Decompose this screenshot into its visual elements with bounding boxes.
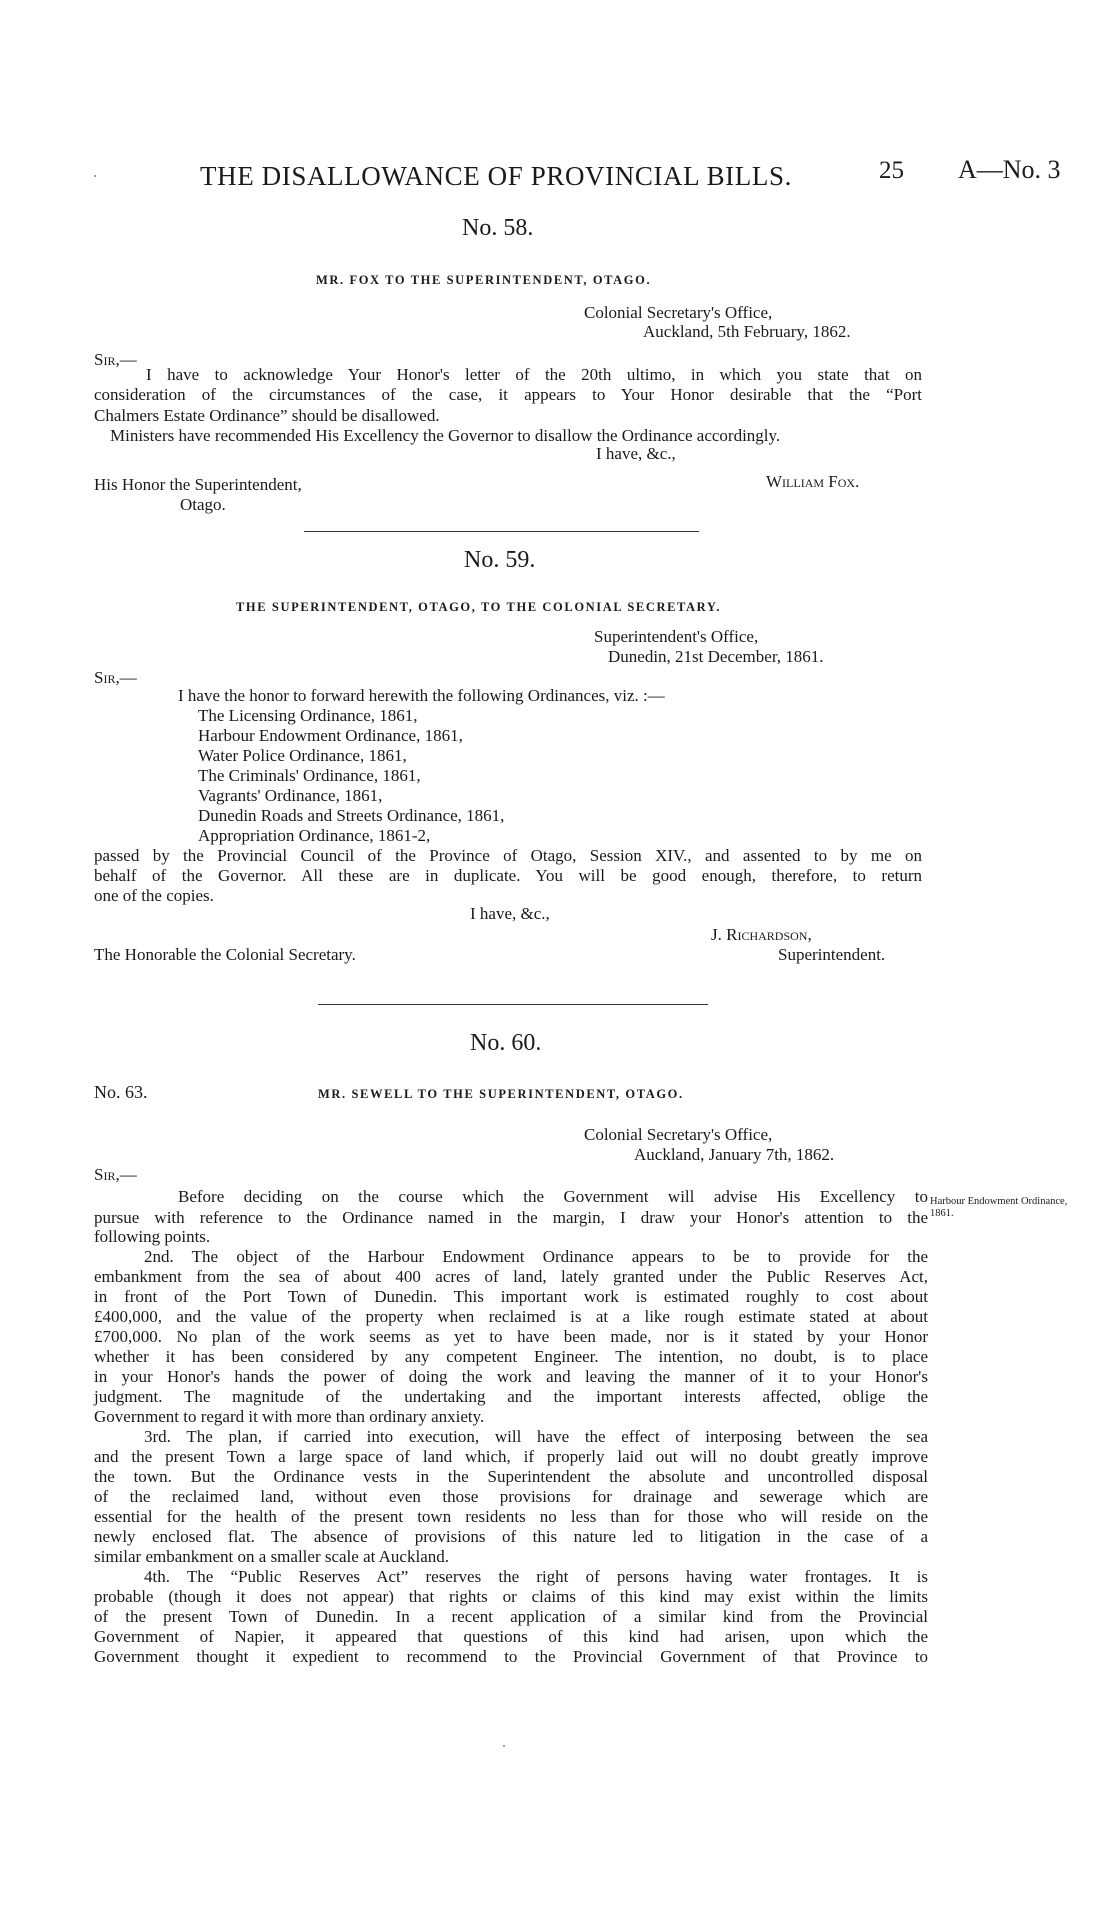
running-header-title: THE DISALLOWANCE OF PROVINCIAL BILLS. — [200, 161, 792, 191]
section-divider — [318, 1004, 708, 1005]
ordinance-list-item: Vagrants' Ordinance, 1861, — [198, 786, 383, 805]
ordinance-list-item: The Criminals' Ordinance, 1861, — [198, 766, 421, 785]
letter-heading: THE SUPERINTENDENT, OTAGO, TO THE COLONIAL SECRETARY. — [236, 600, 722, 614]
body-line: embankment from the sea of about 400 acres of land, lately granted under the Public Reserves Act, — [94, 1267, 928, 1286]
closing: I have, &c., — [470, 904, 550, 923]
stray-mark — [503, 1745, 505, 1747]
body-line: whether it has been considered by any competent Engineer. The intention, no doubt, is to place — [94, 1347, 928, 1366]
body-line: Ministers have recommended His Excellency the Governor to disallow the Ordinance accordingly. — [110, 426, 781, 445]
letter-number: No. 58. — [462, 215, 534, 241]
body-line: consideration of the circumstances of the case, it appears to Your Honor desirable that the “Port — [94, 385, 922, 404]
body-line: Government of Napier, it appeared that questions of this kind had arisen, upon which the — [94, 1627, 928, 1646]
body-line: behalf of the Governor. All these are in duplicate. You will be good enough, therefore, to return — [94, 866, 922, 885]
body-line: following points. — [94, 1227, 211, 1246]
ordinance-list-item: Harbour Endowment Ordinance, 1861, — [198, 726, 463, 745]
body-line: similar embankment on a smaller scale at Auckland. — [94, 1547, 449, 1566]
body-line: Government thought it expedient to recommend to the Provincial Government of that Province to — [94, 1647, 928, 1666]
body-line: judgment. The magnitude of the undertaking and the important interests affected, oblige the — [94, 1387, 928, 1406]
sender-address-line: Auckland, January 7th, 1862. — [634, 1145, 835, 1164]
body-line: one of the copies. — [94, 886, 214, 905]
paper-reference: A—No. 3 — [958, 155, 1061, 184]
body-line: passed by the Provincial Council of the Province of Otago, Session XIV., and assented to by me on — [94, 846, 922, 865]
addressee-line: The Honorable the Colonial Secretary. — [94, 945, 356, 964]
body-line: probable (though it does not appear) that rights or claims of this kind may exist within the limits — [94, 1587, 928, 1606]
letter-number: No. 59. — [464, 547, 536, 573]
body-line: Government to regard it with more than ordinary anxiety. — [94, 1407, 485, 1426]
body-line: 3rd. The plan, if carried into execution, will have the effect of interposing between the sea — [144, 1427, 928, 1446]
body-line: in your Honor's hands the power of doing the work and leaving the manner of it to your Honor's — [94, 1367, 928, 1386]
body-line: the town. But the Ordinance vests in the Superintendent the absolute and uncontrolled disposal — [94, 1467, 928, 1486]
letter-heading: MR. SEWELL TO THE SUPERINTENDENT, OTAGO. — [318, 1087, 684, 1101]
signature-title: Superintendent. — [778, 945, 886, 964]
body-line: newly enclosed flat. The absence of provisions of this nature led to litigation in the case of a — [94, 1527, 928, 1546]
body-line: I have to acknowledge Your Honor's letter of the 20th ultimo, in which you state that on — [146, 365, 922, 384]
body-line: 4th. The “Public Reserves Act” reserves the right of persons having water frontages. It is — [144, 1567, 928, 1586]
salutation: Sir,— — [94, 350, 137, 369]
section-divider — [304, 531, 699, 532]
body-line: 2nd. The object of the Harbour Endowment Ordinance appears to be to provide for the — [144, 1247, 928, 1266]
salutation: Sir,— — [94, 1165, 137, 1184]
addressee-line: His Honor the Superintendent, — [94, 475, 302, 494]
body-line: £700,000. No plan of the work seems as yet to have been made, nor is it stated by your Honor — [94, 1327, 928, 1346]
sender-address-line: Colonial Secretary's Office, — [584, 1125, 773, 1144]
body-line: in front of the Port Town of Dunedin. This important work is estimated roughly to cost about — [94, 1287, 928, 1306]
ordinance-list-item: Water Police Ordinance, 1861, — [198, 746, 407, 765]
closing: I have, &c., — [596, 444, 676, 463]
salutation: Sir,— — [94, 668, 137, 687]
addressee-line: Otago. — [180, 495, 226, 514]
signature: J. Richardson, — [711, 925, 812, 944]
body-line: I have the honor to forward herewith the following Ordinances, viz. :— — [178, 686, 665, 705]
body-line: of the reclaimed land, without even those provisions for drainage and sewerage which are — [94, 1487, 928, 1506]
sender-address-line: Auckland, 5th February, 1862. — [643, 322, 851, 341]
ordinance-list-item: The Licensing Ordinance, 1861, — [198, 706, 418, 725]
body-line: Chalmers Estate Ordinance” should be disallowed. — [94, 406, 440, 425]
body-line: essential for the health of the present town residents no less than for those who will reside on the — [94, 1507, 928, 1526]
margin-note: Harbour Endowment Ordinance, 1861. — [930, 1196, 1068, 1219]
body-line: of the present Town of Dunedin. In a recent application of a similar kind from the Provincial — [94, 1607, 928, 1626]
body-line: £400,000, and the value of the property when reclaimed is at a like rough estimate stated at about — [94, 1307, 928, 1326]
body-line: pursue with reference to the Ordinance named in the margin, I draw your Honor's attention to the — [94, 1208, 928, 1227]
sender-address-line: Colonial Secretary's Office, — [584, 303, 773, 322]
sender-address-line: Dunedin, 21st December, 1861. — [608, 647, 824, 666]
body-line: Before deciding on the course which the Government will advise His Excellency to — [178, 1187, 928, 1206]
page-number: 25 — [879, 157, 904, 184]
cross-reference: No. 63. — [94, 1082, 148, 1102]
signature: William Fox. — [766, 472, 860, 491]
body-line: and the present Town a large space of land which, if properly laid out will no doubt greatly improve — [94, 1447, 928, 1466]
letter-heading: MR. FOX TO THE SUPERINTENDENT, OTAGO. — [316, 273, 652, 287]
ordinance-list-item: Dunedin Roads and Streets Ordinance, 1861, — [198, 806, 505, 825]
letter-number: No. 60. — [470, 1030, 542, 1056]
stray-mark — [94, 175, 96, 177]
sender-address-line: Superintendent's Office, — [594, 627, 759, 646]
ordinance-list-item: Appropriation Ordinance, 1861-2, — [198, 826, 431, 845]
